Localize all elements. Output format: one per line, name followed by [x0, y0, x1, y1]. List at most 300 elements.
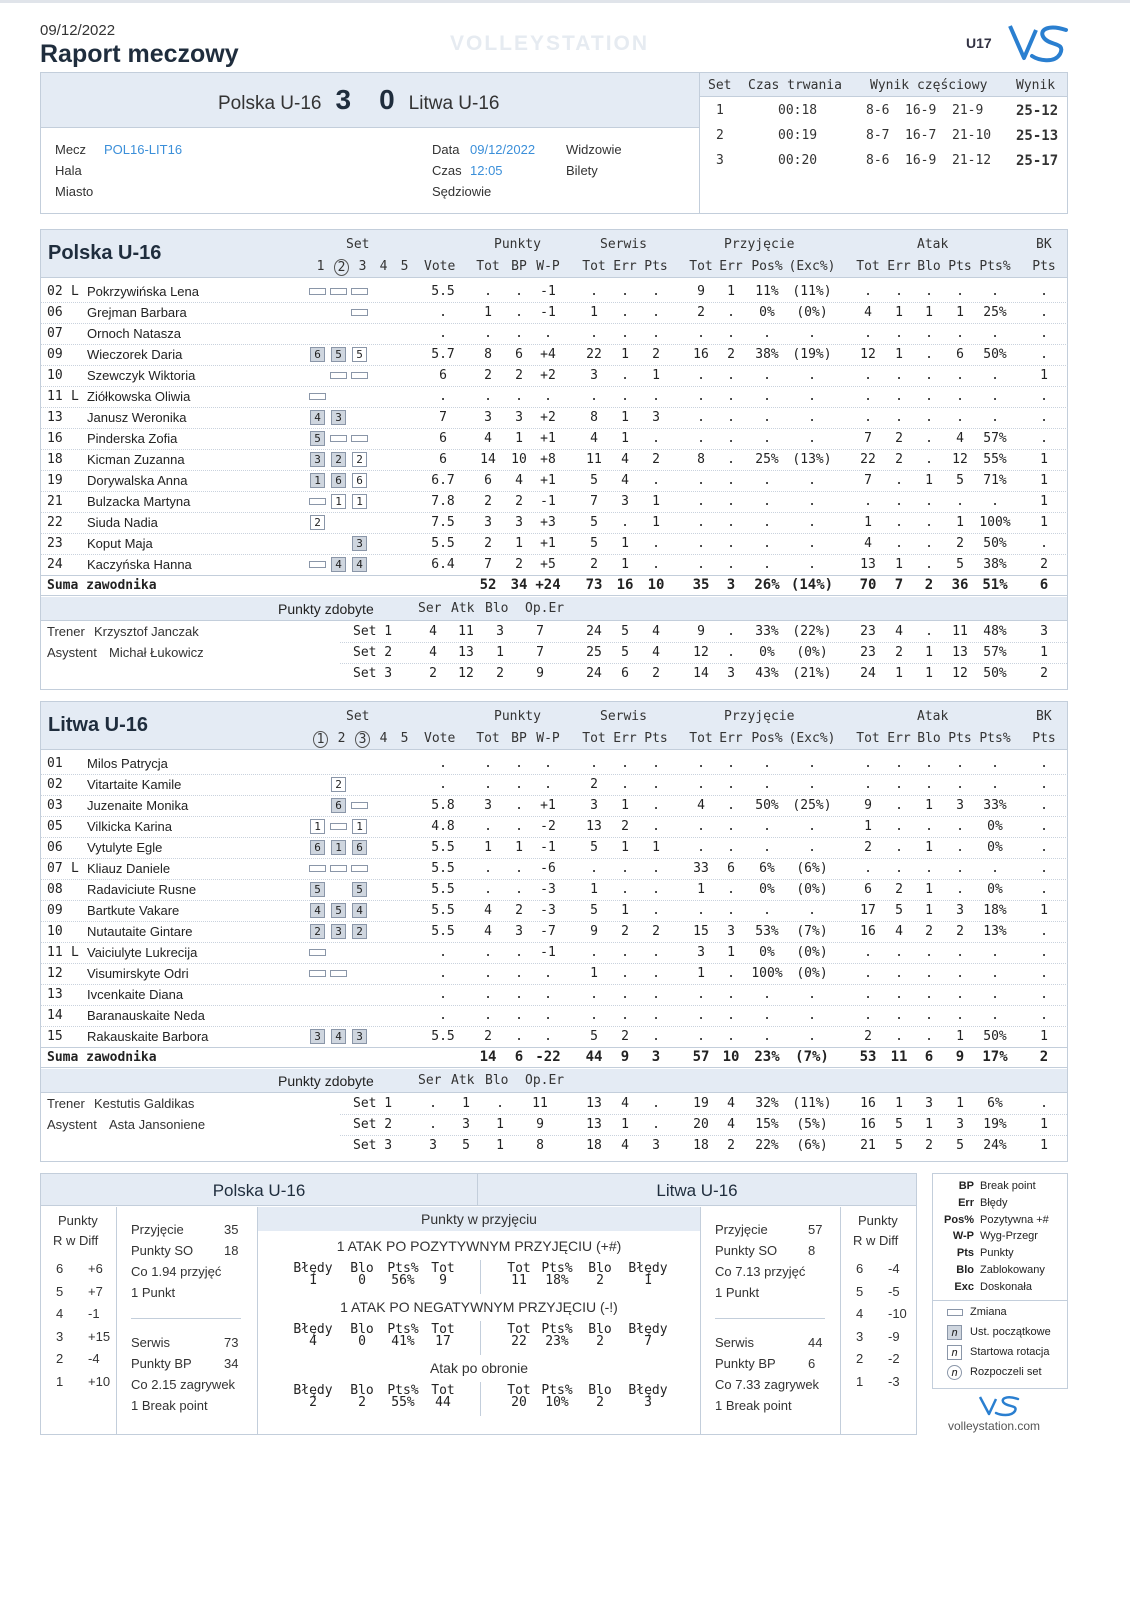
stat-cell: +8 — [540, 452, 556, 467]
substitution-marker — [309, 970, 326, 977]
stat-cell: . — [652, 305, 660, 320]
stat-cell: . — [484, 284, 492, 299]
player-name: Pinderska Zofia — [87, 431, 178, 446]
stat-cell: 2 — [484, 1029, 492, 1044]
attack-col-header: Błędy — [293, 1261, 333, 1276]
stat-cell: . — [956, 987, 964, 1002]
attack-col-value: 20 — [511, 1395, 527, 1410]
stat-cell: . — [439, 326, 447, 341]
col-sub-header: BP — [511, 259, 527, 274]
set-number-4: 4 — [379, 259, 388, 274]
stat-cell: 1 — [484, 840, 492, 855]
col-sub-header: Blo — [917, 259, 941, 274]
attack-col-header: Blo — [588, 1322, 612, 1337]
stat-cell: . — [621, 368, 629, 383]
stat-cell: 2 — [484, 368, 492, 383]
set-pz-cell: 1 — [462, 1096, 470, 1111]
stat-cell: . — [621, 966, 629, 981]
stat-cell: 1 — [621, 431, 629, 446]
player-name: Kliauz Daniele — [87, 861, 171, 876]
stat-cell: 5.5 — [431, 882, 455, 897]
suma-cell: 35 — [692, 577, 710, 593]
stat-cell: . — [956, 389, 964, 404]
stat-cell: 5.5 — [431, 861, 455, 876]
set-pz-cell: 11 — [532, 1096, 548, 1111]
stat-cell: . — [895, 368, 903, 383]
stat-cell: . — [925, 326, 933, 341]
set-stat-cell: 3 — [727, 666, 735, 681]
widzowie-label: Widzowie — [566, 142, 622, 157]
stat-cell: . — [652, 756, 660, 771]
set-stat-cell: 32% — [755, 1096, 779, 1111]
stat-cell: 2 — [621, 924, 629, 939]
stat-cell: . — [621, 861, 629, 876]
starting-rotation-box: 6 — [310, 840, 325, 855]
stat-cell: . — [808, 494, 816, 509]
stat-cell: 4 — [484, 431, 492, 446]
legend-key: W-P — [952, 1230, 974, 1243]
stat-cell: . — [956, 1008, 964, 1023]
legend-rozpoczeli: Rozpoczeli set — [970, 1366, 1042, 1378]
rotation-number: 5 — [856, 1283, 864, 1299]
stat-cell: . — [895, 861, 903, 876]
pz-col-header: Op.Er — [525, 1073, 565, 1088]
stat-cell: 71% — [983, 473, 1007, 488]
stat-cell: 7 — [439, 410, 447, 425]
stat-cell: . — [727, 410, 735, 425]
set-stat-cell: 5 — [895, 1117, 903, 1132]
player-name: Ziółkowska Oliwia — [87, 389, 191, 404]
stat-cell: 1 — [621, 410, 629, 425]
stat-cell: 2 — [652, 924, 660, 939]
player-name: Vitartaite Kamile — [87, 777, 182, 792]
attack-col-value: 22 — [511, 1334, 527, 1349]
stat-cell: . — [590, 756, 598, 771]
player-name: Rakauskaite Barbora — [87, 1029, 209, 1044]
player-number: 13 — [47, 987, 63, 1002]
coach-name: Krzysztof Janczak — [94, 624, 199, 639]
stat-cell: . — [727, 903, 735, 918]
set-stat-cell: 19 — [693, 1096, 709, 1111]
stat-cell: . — [956, 840, 964, 855]
rw-diff-label: R w Diff — [853, 1233, 899, 1248]
stat-cell: 2 — [484, 536, 492, 551]
player-number: 22 — [47, 515, 63, 530]
substitution-marker — [309, 561, 326, 568]
stat-cell: . — [590, 326, 598, 341]
stat-cell: . — [727, 819, 735, 834]
stat-cell: 16 — [693, 347, 709, 362]
set-stat-cell: 4 — [727, 1096, 735, 1111]
attack-col-value: 18% — [545, 1273, 569, 1288]
punkty-w-przyjeciu-title: Punkty w przyjęciu — [421, 1211, 537, 1227]
stat-cell: 5.7 — [431, 347, 455, 362]
punkty-so-label: Punkty SO — [715, 1243, 778, 1258]
stat-cell: . — [697, 473, 705, 488]
set-stat-cell: 16 — [860, 1096, 876, 1111]
suma-cell: +24 — [535, 577, 561, 593]
stat-cell: 2 — [484, 494, 492, 509]
set-stat-cell: 4 — [652, 624, 660, 639]
player-name: Nutautaite Gintare — [87, 924, 193, 939]
player-number: 03 — [47, 798, 63, 813]
stat-cell: . — [1040, 840, 1048, 855]
starting-rotation-box: 5 — [331, 903, 346, 918]
assistant-name: Asta Jansoniene — [109, 1117, 206, 1132]
stat-cell: 1 — [590, 305, 598, 320]
co-zagrywek: Co 2.15 zagrywek — [131, 1377, 236, 1392]
punkty-label: Punkty — [58, 1213, 98, 1228]
set-stat-cell: 3 — [925, 1096, 933, 1111]
stat-cell: 1 — [515, 840, 523, 855]
stat-cell: 3 — [621, 494, 629, 509]
attack-col-header: Pts% — [387, 1261, 419, 1276]
col-sub-header: Tot — [476, 259, 500, 274]
stat-cell: 7 — [590, 494, 598, 509]
attack-col-value: 55% — [391, 1395, 415, 1410]
legend-desc: Punkty — [980, 1247, 1014, 1260]
stat-cell: 5 — [956, 557, 964, 572]
player-name: Szewczyk Wiktoria — [87, 368, 196, 383]
stat-cell: . — [864, 756, 872, 771]
suma-cell: 3 — [651, 1049, 661, 1065]
col-sub-header: Err — [887, 731, 911, 746]
stat-cell: . — [991, 1008, 999, 1023]
stat-cell: . — [956, 882, 964, 897]
pz-col-header: Op.Er — [525, 601, 565, 616]
stat-cell: 33 — [693, 861, 709, 876]
stat-cell: . — [895, 1008, 903, 1023]
col-set-header: Set — [346, 709, 370, 724]
stat-cell: . — [544, 777, 552, 792]
stat-cell: 2 — [895, 431, 903, 446]
substitution-marker — [309, 288, 326, 295]
stat-cell: 4.8 — [431, 819, 455, 834]
rotation-number: 2 — [56, 1351, 64, 1366]
report-date: 09/12/2022 — [40, 22, 116, 39]
set-row-label: Set 1 — [353, 1096, 393, 1111]
stat-cell: 0% — [759, 882, 775, 897]
mecz-label: Mecz — [55, 142, 87, 157]
col-sub-header: Pts — [948, 731, 972, 746]
stat-cell: . — [621, 515, 629, 530]
stat-cell: . — [727, 431, 735, 446]
stat-cell: . — [1040, 536, 1048, 551]
stat-cell: 18% — [983, 903, 1007, 918]
stat-cell: . — [1040, 347, 1048, 362]
stat-cell: . — [864, 777, 872, 792]
rotation-box: 2 — [352, 452, 367, 467]
suma-cell: 26% — [754, 577, 780, 593]
stat-cell: . — [484, 945, 492, 960]
set-stat-cell: 14 — [693, 666, 709, 681]
stat-cell: (6%) — [796, 861, 828, 876]
stat-cell: 12 — [860, 347, 876, 362]
stat-cell: 7 — [864, 431, 872, 446]
stat-cell: 8 — [590, 410, 598, 425]
set-stat-cell: (11%) — [792, 1096, 832, 1111]
sets-row-partial: 16-9 — [905, 153, 937, 168]
stat-cell: . — [925, 494, 933, 509]
sets-row-partial: 8-6 — [866, 153, 890, 168]
substitution-marker — [330, 823, 347, 830]
przyjecie-value: 35 — [224, 1222, 239, 1237]
stat-cell: 2 — [652, 452, 660, 467]
attack-col-value: 0 — [358, 1273, 366, 1288]
suma-label: Suma zawodnika — [47, 578, 157, 593]
hala-label: Hala — [55, 163, 82, 178]
stat-cell: 4 — [515, 473, 523, 488]
przyjecie-value: 57 — [808, 1222, 823, 1237]
stat-cell: . — [697, 840, 705, 855]
stat-cell: 1 — [925, 903, 933, 918]
stat-cell: 1 — [621, 840, 629, 855]
stat-cell: . — [515, 1029, 523, 1044]
starting-rotation-box: 2 — [310, 924, 325, 939]
col-sub-header: Tot — [689, 731, 713, 746]
stat-cell: . — [808, 987, 816, 1002]
stat-cell: . — [515, 987, 523, 1002]
col-sub-header: Pts — [948, 259, 972, 274]
stat-cell: . — [895, 389, 903, 404]
substitution-marker — [351, 865, 368, 872]
stat-cell: . — [652, 473, 660, 488]
stat-cell: 2 — [864, 840, 872, 855]
stat-cell: . — [515, 1008, 523, 1023]
legend-desc: Zablokowany — [980, 1264, 1045, 1276]
mecz-value[interactable]: POL16-LIT16 — [104, 142, 183, 157]
stat-cell: 0% — [759, 305, 775, 320]
sets-row-partial: 16-7 — [905, 128, 937, 143]
starting-rotation-box: 3 — [352, 1029, 367, 1044]
legend-ust: Ust. początkowe — [970, 1326, 1051, 1338]
set-pz-cell: 13 — [458, 645, 474, 660]
stat-cell: . — [1040, 966, 1048, 981]
stat-cell: . — [925, 1029, 933, 1044]
stat-cell: 1 — [621, 347, 629, 362]
stat-cell: . — [808, 777, 816, 792]
substitution-marker — [330, 372, 347, 379]
stat-cell: . — [991, 777, 999, 792]
stat-cell: . — [808, 431, 816, 446]
stat-cell: . — [484, 966, 492, 981]
set-stat-cell: . — [727, 645, 735, 660]
stat-cell: . — [895, 756, 903, 771]
przyjecie-label: Przyjęcie — [131, 1222, 184, 1237]
stat-cell: . — [652, 987, 660, 1002]
rotation-box: 1 — [352, 819, 367, 834]
stat-cell: . — [763, 987, 771, 1002]
set-stat-cell: 12 — [952, 666, 968, 681]
stat-cell: 1 — [925, 798, 933, 813]
stat-cell: 6% — [759, 861, 775, 876]
stat-cell: . — [895, 494, 903, 509]
stat-cell: 2 — [652, 347, 660, 362]
stat-cell: . — [727, 515, 735, 530]
stat-cell: 1 — [1040, 515, 1048, 530]
set-stat-cell: 6 — [621, 666, 629, 681]
rotation-diff: +7 — [88, 1283, 103, 1299]
rotation-box: 1 — [310, 819, 325, 834]
stat-cell: 6 — [515, 347, 523, 362]
substitution-marker — [309, 865, 326, 872]
stat-cell: . — [925, 515, 933, 530]
pz-col-header: Atk — [451, 601, 475, 616]
set-pz-cell: 1 — [496, 645, 504, 660]
player-name: Siuda Nadia — [87, 515, 158, 530]
set-stat-cell: 1 — [621, 1117, 629, 1132]
stat-cell: 2 — [925, 924, 933, 939]
player-number: 11 — [47, 945, 63, 960]
stat-cell: . — [652, 882, 660, 897]
stat-cell: 10 — [511, 452, 527, 467]
stat-cell: 1 — [1040, 903, 1048, 918]
col-sub-header: (Exc%) — [788, 259, 836, 274]
attack-col-header: Błędy — [293, 1322, 333, 1337]
stat-cell: . — [652, 777, 660, 792]
player-name: Bartkute Vakare — [87, 903, 180, 918]
site-link[interactable]: volleystation.com — [948, 1419, 1041, 1433]
stat-cell: . — [763, 1008, 771, 1023]
attack-col-header: Tot — [507, 1383, 531, 1398]
stat-cell: . — [652, 1029, 660, 1044]
stat-cell: . — [925, 966, 933, 981]
stat-cell: . — [621, 987, 629, 1002]
suma-cell: 36 — [951, 577, 969, 593]
stat-cell: . — [925, 945, 933, 960]
stat-cell: 50% — [755, 798, 779, 813]
player-number: 10 — [47, 924, 63, 939]
player-name: Kaczyńska Hanna — [87, 557, 192, 572]
stat-cell: 1 — [652, 840, 660, 855]
rotation-diff: -4 — [888, 1261, 900, 1276]
set-stat-cell: 5 — [895, 1138, 903, 1153]
stat-cell: 4 — [864, 536, 872, 551]
stat-cell: . — [895, 536, 903, 551]
stat-cell: . — [925, 756, 933, 771]
player-number: 14 — [47, 1008, 63, 1023]
set-number-2: 2 — [334, 259, 349, 276]
rotation-number: 4 — [856, 1306, 864, 1321]
legend-key: Pts — [956, 1247, 974, 1260]
stat-cell: . — [925, 431, 933, 446]
col-bk-header: BK — [1036, 237, 1052, 252]
legend-key: BP — [958, 1180, 974, 1192]
stat-cell: 3 — [956, 903, 964, 918]
col-sub-header: Tot — [476, 731, 500, 746]
player-number: 15 — [47, 1029, 63, 1044]
set-pz-cell: 4 — [429, 624, 437, 639]
player-name: Juzenaite Monika — [87, 798, 189, 813]
stat-cell: . — [515, 284, 523, 299]
set-stat-cell: 24 — [586, 624, 602, 639]
player-name: Vilkicka Karina — [87, 819, 173, 834]
set-row-label: Set 1 — [353, 624, 393, 639]
substitution-marker — [330, 970, 347, 977]
stat-cell: -1 — [540, 305, 556, 320]
col-vote-header: Vote — [424, 259, 456, 274]
sets-row-partial: 21-12 — [952, 153, 992, 168]
stat-cell: . — [1040, 431, 1048, 446]
stat-cell: 1 — [925, 840, 933, 855]
stat-cell: 3 — [515, 515, 523, 530]
set-pz-cell: 1 — [496, 1117, 504, 1132]
stat-cell: . — [590, 945, 598, 960]
stat-cell: 3 — [484, 798, 492, 813]
set-row-label: Set 2 — [353, 1117, 393, 1132]
suma-cell: 16 — [616, 577, 634, 593]
player-number: 06 — [47, 840, 63, 855]
stat-cell: +1 — [540, 473, 556, 488]
set-stat-cell: 3 — [956, 1117, 964, 1132]
attack-block-title: 1 ATAK PO POZYTYWNYM PRZYJĘCIU (+#) — [336, 1238, 622, 1254]
stat-cell: 100% — [979, 515, 1011, 530]
punkt-per: 1 Punkt — [131, 1285, 176, 1300]
attack-col-value: 2 — [596, 1395, 604, 1410]
stat-cell: . — [621, 284, 629, 299]
set-pz-cell: 2 — [496, 666, 504, 681]
stat-cell: 1 — [1040, 473, 1048, 488]
set-stat-cell: 6% — [987, 1096, 1003, 1111]
stat-cell: . — [652, 536, 660, 551]
col-bk-header: BK — [1036, 709, 1052, 724]
stat-cell: . — [652, 557, 660, 572]
stat-cell: . — [895, 777, 903, 792]
set-number-5: 5 — [400, 259, 409, 274]
attack-col-value: 23% — [545, 1334, 569, 1349]
libero-marker: L — [71, 861, 79, 876]
stat-cell: 4 — [484, 924, 492, 939]
suma-cell: 3 — [726, 577, 736, 593]
stat-cell: . — [439, 756, 447, 771]
volleystation-logo-icon — [1008, 22, 1070, 66]
set-stat-cell: 4 — [621, 1096, 629, 1111]
stat-cell: . — [991, 368, 999, 383]
stat-cell: . — [763, 389, 771, 404]
stat-cell: 1 — [590, 966, 598, 981]
suma-cell: 44 — [585, 1049, 603, 1065]
stat-cell: . — [925, 1008, 933, 1023]
stat-cell: 0% — [987, 819, 1003, 834]
legend-key: Exc — [954, 1280, 974, 1293]
stat-cell: . — [515, 966, 523, 981]
stat-cell: 1 — [621, 536, 629, 551]
sets-col-time: Czas trwania — [748, 78, 842, 93]
suma-cell: 14 — [479, 1049, 497, 1065]
stat-cell: . — [763, 557, 771, 572]
stat-cell: 100% — [751, 966, 783, 981]
pz-col-header: Blo — [485, 1073, 509, 1088]
stat-cell: -1 — [540, 945, 556, 960]
rotation-box: 5 — [352, 347, 367, 362]
attack-col-header: Tot — [431, 1322, 455, 1337]
player-number: 08 — [47, 882, 63, 897]
set-stat-cell: 25 — [586, 645, 602, 660]
pz-col-header: Atk — [451, 1073, 475, 1088]
set-stat-cell: 50% — [983, 666, 1007, 681]
stat-cell: . — [956, 284, 964, 299]
stat-cell: . — [590, 861, 598, 876]
starting-rotation-box: 6 — [331, 473, 346, 488]
starting-rotation-box: 6 — [310, 347, 325, 362]
attack-col-value: 17 — [435, 1334, 451, 1349]
stat-cell: . — [895, 945, 903, 960]
stat-cell: . — [590, 284, 598, 299]
stat-cell: 1 — [864, 819, 872, 834]
stat-cell: +1 — [540, 798, 556, 813]
stat-cell: . — [439, 389, 447, 404]
substitution-marker — [351, 288, 368, 295]
